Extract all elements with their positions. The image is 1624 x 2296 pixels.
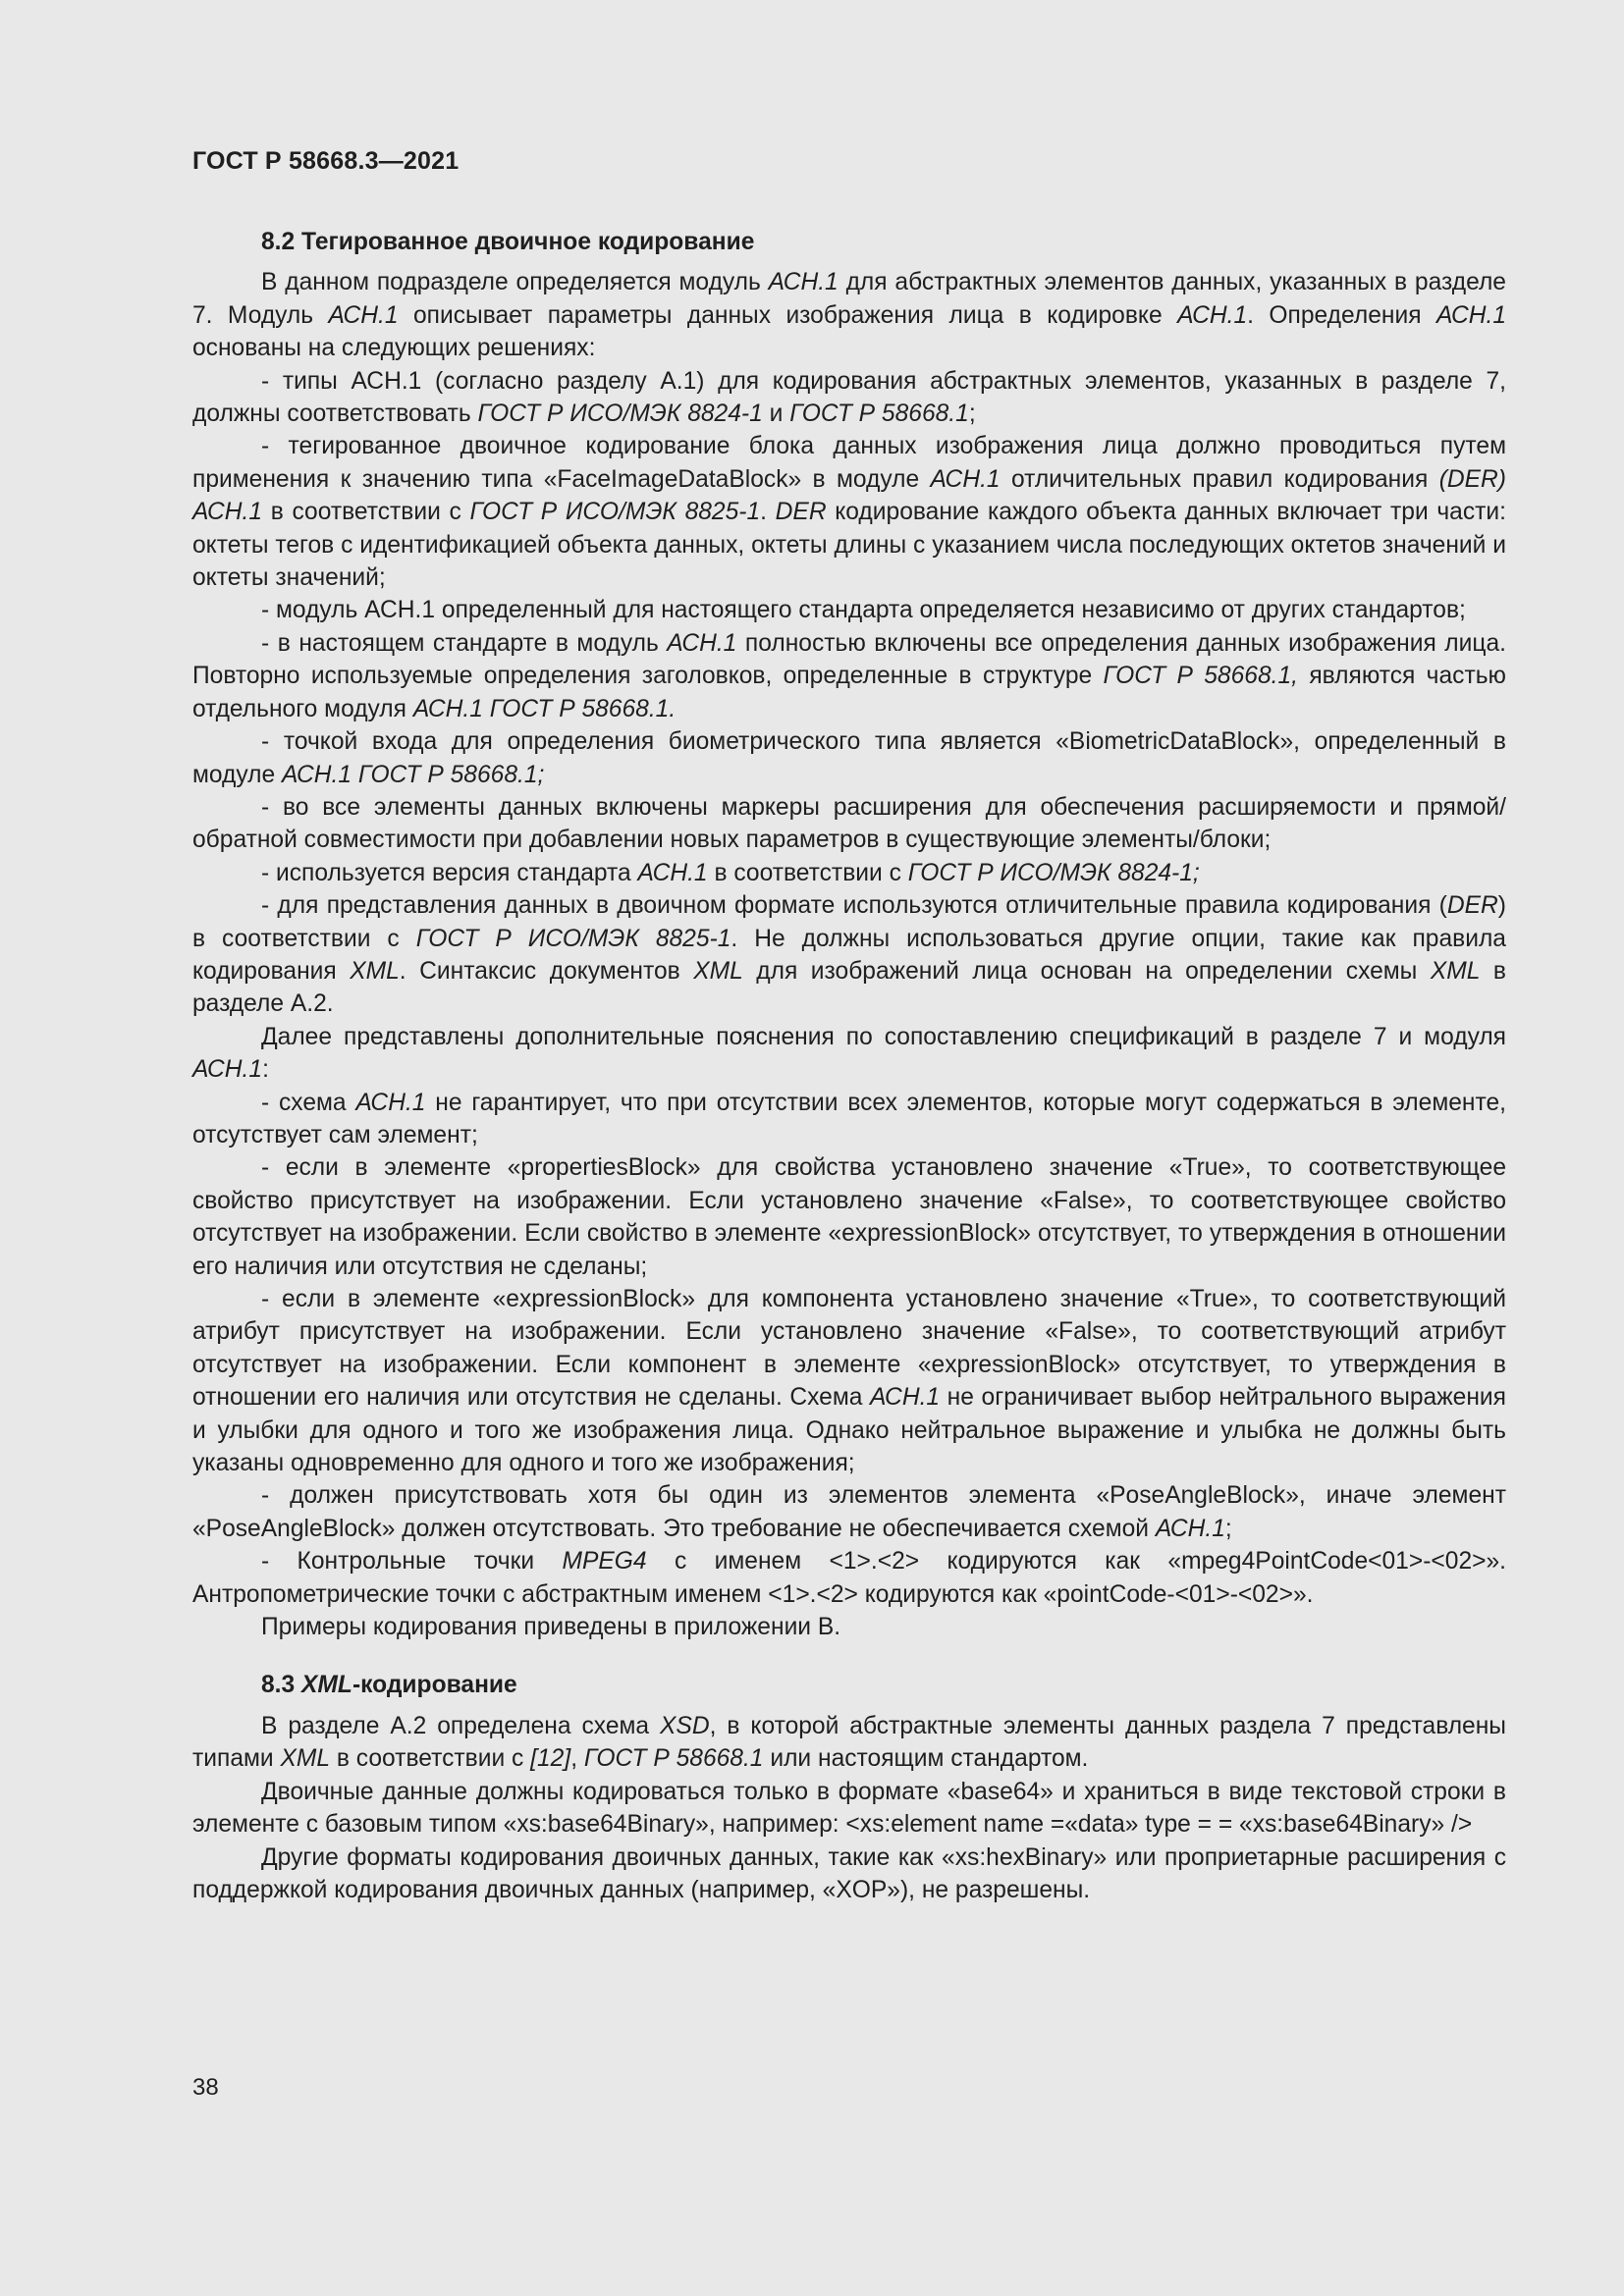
text-run: - типы АСН.1 (согласно разделу А.1) для кодирования абстрактных элементов, указанных в разделе 7, должны соответствовать (192, 367, 1506, 428)
text-run: для изображений лица основан на определении схемы (742, 957, 1431, 985)
text-run: , (570, 1745, 584, 1773)
emphasis-text: XML (280, 1745, 331, 1773)
text-run: - в настоящем стандарте в модуль (261, 629, 668, 657)
emphasis-text: DER (775, 499, 827, 526)
paragraph (192, 889, 1506, 1021)
paragraph (192, 1479, 1506, 1545)
paragraph (192, 1087, 1506, 1152)
section-8-3-title-xml: XML (301, 1672, 352, 1699)
text-run: ) в соответствии с (192, 892, 1506, 952)
text-run: с именем <1>.<2> кодируются как «mpeg4PointCode<01>-<02>». Антропометрические точки с абстрактным именем <1>.<2> кодируются как «pointCode-<01>-<02>». (192, 1548, 1506, 1608)
paragraph (192, 1021, 1506, 1087)
paragraph (192, 1151, 1506, 1283)
emphasis-text: АСН.1 ГОСТ Р 58668.1. (412, 695, 677, 722)
text-run: Другие форматы кодирования двоичных данных, такие как «xs:hexBinary» или проприетарные расширения с поддержкой кодирования двоичных данных (например, «XOP»), не разрешены. (192, 1843, 1506, 1903)
paragraph (192, 1776, 1506, 1842)
emphasis-text: АСН.1 (192, 1056, 263, 1084)
paragraph (192, 1545, 1506, 1611)
paragraph (192, 365, 1506, 431)
paragraph (192, 857, 1506, 889)
text-run: и (762, 400, 790, 428)
text-run: ; (968, 400, 976, 428)
text-run: Двоичные данные должны кодироваться только в формате «base64» и храниться в виде текстовой строки в элементе с базовым типом «xs:base64Binary», например: <xs:element name =«data» type = = «xs:base64Binary» /> (192, 1778, 1506, 1839)
paragraph (192, 725, 1506, 791)
text-run: - точкой входа для определения биометрического типа является «BiometricDataBlock», определенный в модуле (192, 728, 1506, 788)
text-run: - должен присутствовать хотя бы один из элементов элемента «PoseAngleBlock», иначе элемент «PoseAngleBlock» должен отсутствовать. Это требование не обеспечивается схемой (192, 1482, 1506, 1542)
emphasis-text: АСН.1 (1177, 301, 1248, 329)
paragraph (192, 1710, 1506, 1776)
emphasis-text: АСН.1 (1435, 301, 1506, 329)
text-run: для абстрактных элементов данных, указанных в разделе 7. Модуль (192, 269, 1506, 329)
text-run: - если в элементе «expressionBlock» для компонента установлено значение «True», то соответствующий атрибут присутствует на изображении. Если установлено значение «False», то соответствующий атрибут отсутствует на изображении. Если компонент в элементе «expressionBlock» отсутствует, то утверждения в отношении его наличия или отсутствия не сделаны. Схема (192, 1286, 1506, 1412)
text-run: ; (1224, 1515, 1232, 1542)
paragraph (192, 627, 1506, 725)
text-run: основаны на следующих решениях: (192, 335, 596, 362)
paragraph (192, 266, 1506, 364)
emphasis-text: (DER) АСН.1 (192, 465, 1506, 526)
emphasis-text: ГОСТ Р ИСО/МЭК 8825-1 (415, 925, 731, 952)
text-run: кодирование каждого объекта данных включает три части: октеты тегов с идентификацией объекта данных, октеты длины с указанием числа последующих октетов значений и октеты значений; (192, 499, 1506, 592)
emphasis-text: АСН.1 (870, 1384, 941, 1412)
paragraph (192, 1611, 1506, 1643)
text-run: - Контрольные точки (261, 1548, 563, 1575)
text-run: - во все элементы данных включены маркеры расширения для обеспечения расширяемости и прямой/обратной совместимости при добавлении новых параметров в существующие элементы/блоки; (192, 793, 1506, 854)
text-run: . Определения (1247, 301, 1436, 329)
text-run: в соответствии с (330, 1745, 531, 1773)
emphasis-text: XML (693, 957, 743, 985)
text-run: в соответствии с (262, 499, 470, 526)
text-run: . Не должны использоваться другие опции, такие как правила кодирования (192, 925, 1506, 985)
text-run: не гарантирует, что при отсутствии всех элементов, которые могут содержаться в элементе, отсутствует сам элемент; (192, 1089, 1506, 1148)
emphasis-text: ГОСТ Р ИСО/МЭК 8824-1; (907, 859, 1200, 886)
text-run: - используется версия стандарта (261, 859, 638, 886)
section-8-3-title (192, 1669, 1506, 1701)
emphasis-text: ГОСТ Р 58668.1, (1103, 663, 1298, 690)
text-run: отличительных правил кодирования (1000, 465, 1439, 493)
emphasis-text: XML (350, 957, 400, 985)
document-body (192, 226, 1506, 1906)
text-run: - если в элементе «propertiesBlock» для свойства установлено значение «True», то соответствующее свойство присутствует на изображении. Если установлено значение «False», то соответствующее свойство отсутствует на изображении. Если свойство в элементе «expressionBlock» отсутствует, то утверждения в отношении его наличия или отсутствия не сделаны; (192, 1154, 1506, 1280)
emphasis-text: АСН.1 (768, 269, 839, 296)
section-8-3-title-rest: -кодирование (352, 1672, 517, 1699)
emphasis-text: ГОСТ Р 58668.1 (583, 1745, 764, 1773)
emphasis-text: АСН.1 (1155, 1515, 1225, 1542)
emphasis-text: MPEG4 (562, 1548, 647, 1575)
text-run: : (262, 1056, 269, 1084)
text-run: - тегированное двоичное кодирование блока данных изображения лица должно проводиться путем применения к значению типа «FaceImageDataBlock» в модуле (192, 433, 1506, 493)
emphasis-text: [12] (530, 1745, 571, 1773)
text-run: - для представления данных в двоичном формате используются отличительные правила кодирования ( (261, 892, 1447, 920)
page-number: 38 (192, 2074, 219, 2101)
emphasis-text: АСН.1 (667, 629, 737, 657)
text-run: В разделе А.2 определена схема (261, 1712, 661, 1739)
text-run: или настоящим стандартом. (763, 1745, 1089, 1773)
emphasis-text: АСН.1 (930, 465, 1001, 493)
text-run: в разделе А.2. (192, 957, 1506, 1018)
paragraph (192, 791, 1506, 857)
text-run: описывает параметры данных изображения лица в кодировке (398, 301, 1178, 329)
emphasis-text: АСН.1 (637, 859, 708, 886)
paragraph (192, 594, 1506, 626)
section-8-2-content (192, 266, 1506, 1643)
emphasis-text: XML (1430, 957, 1481, 985)
text-run: Примеры кодирования приведены в приложении В. (261, 1614, 841, 1641)
text-run: в соответствии с (707, 859, 908, 886)
text-run: полностью включены все определения данных изображения лица. Повторно используемые определения заголовков, определенные в структуре (192, 629, 1506, 690)
text-run: , в которой абстрактные элементы данных раздела 7 представлены типами (192, 1712, 1506, 1773)
text-run: - модуль АСН.1 определенный для настоящего стандарта определяется независимо от других стандартов; (261, 597, 1466, 624)
emphasis-text: АСН.1 (355, 1089, 426, 1116)
text-run: В данном подразделе определяется модуль (261, 269, 769, 296)
text-run: - схема (261, 1089, 356, 1116)
emphasis-text: ГОСТ Р 58668.1 (789, 400, 969, 428)
section-8-2-title: 8.2 Тегированное двоичное кодирование (261, 229, 755, 255)
paragraph (192, 1283, 1506, 1479)
text-run: . Синтаксис документов (399, 957, 694, 985)
emphasis-text: АСН.1 ГОСТ Р 58668.1; (282, 761, 545, 788)
text-run: Далее представлены дополнительные пояснения по сопоставлению спецификаций в разделе 7 и модуля (261, 1023, 1506, 1050)
emphasis-text: ГОСТ Р ИСО/МЭК 8825-1 (469, 499, 761, 526)
text-run: являются частью отдельного модуля (192, 663, 1506, 722)
section-8-3-content (192, 1710, 1506, 1906)
paragraph (192, 1842, 1506, 1907)
emphasis-text: XSD (660, 1712, 710, 1739)
text-run: . (760, 499, 776, 526)
emphasis-text: АСН.1 (328, 301, 399, 329)
paragraph (192, 430, 1506, 594)
text-run: не ограничивает выбор нейтрального выражения и улыбки для одного и того же изображения лица. Однако нейтральное выражение и улыбка не должны быть указаны одновременно для одного и того же изображения; (192, 1384, 1506, 1477)
emphasis-text: DER (1446, 892, 1498, 920)
section-8-3-number: 8.3 (261, 1672, 302, 1699)
emphasis-text: ГОСТ Р ИСО/МЭК 8824-1 (477, 400, 763, 428)
document-id-header: ГОСТ Р 58668.3—2021 (192, 147, 460, 175)
